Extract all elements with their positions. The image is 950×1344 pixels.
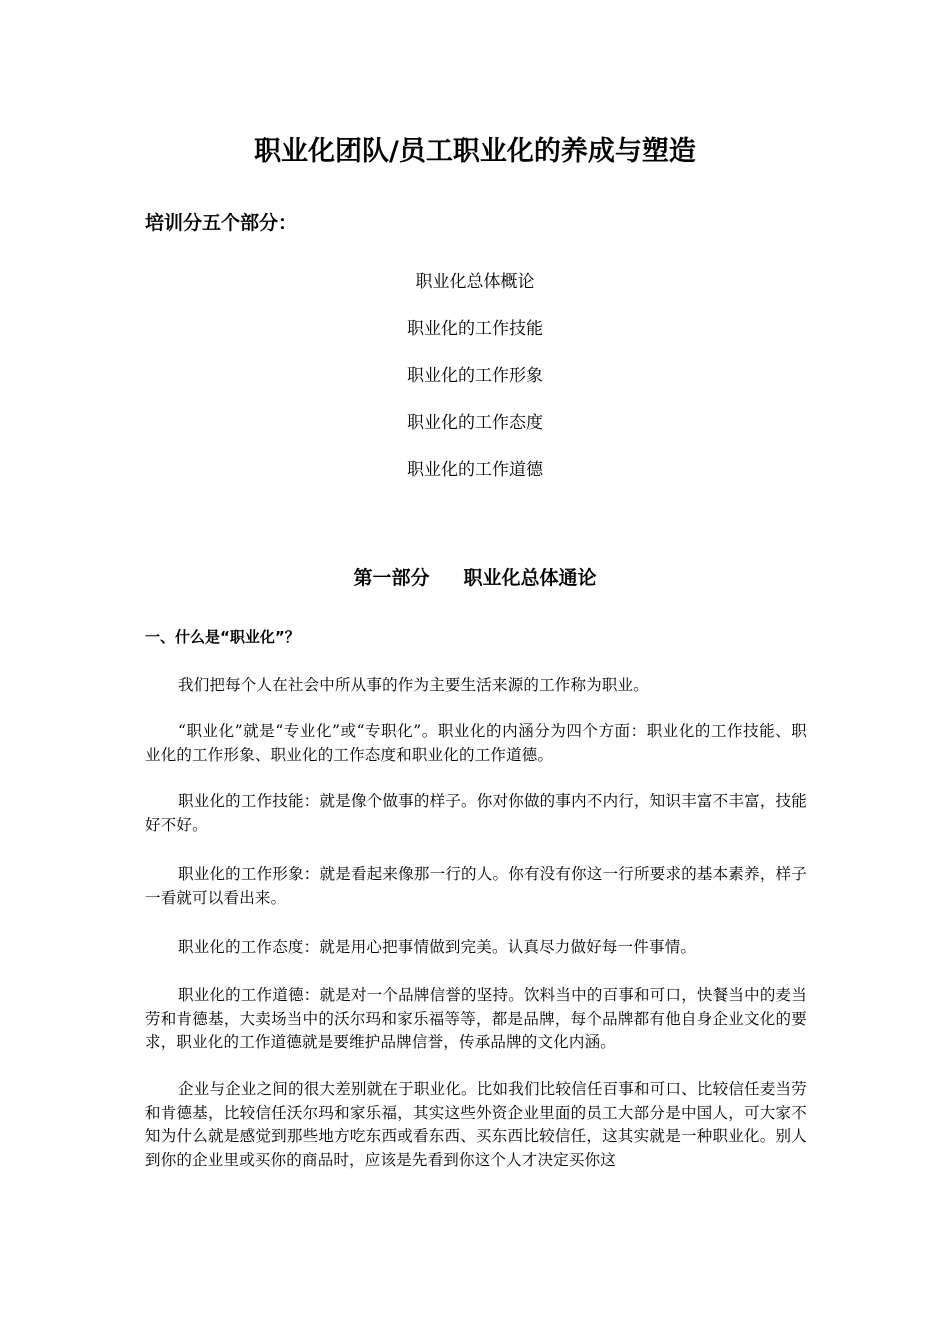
training-part-item: 职业化的工作形象 (407, 366, 543, 386)
section-heading: 一、什么是“职业化”？ (145, 628, 300, 646)
part-title: 职业化总体通论 (463, 567, 597, 589)
part-number: 第一部分 (353, 567, 430, 589)
paragraph: 企业与企业之间的很大差别就在于职业化。比如我们比较信任百事和可口、比较信任麦当劳和肯德基，比较信任沃尔玛和家乐福，其实这些外资企业里面的员工大部分是中国人，可大家不知为什么就是感觉到那些地方吃东西或看东西、买东西比较信任，这其实就是一种职业化。别人到你的企业里或买你的商品时，应该是先看到你这个人才决定买你这 (145, 1080, 807, 1169)
training-parts-list (0, 268, 950, 503)
paragraph: 职业化的工作道德：就是对一个品牌信誉的坚持。饮料当中的百事和可口，快餐当中的麦当劳和肯德基，大卖场当中的沃尔玛和家乐福等等，都是品牌，每个品牌都有他自身企业文化的要求，职业化的工作道德就是要维护品牌信誉，传承品牌的文化内涵。 (145, 986, 807, 1051)
paragraph: 职业化的工作形象：就是看起来像那一行的人。你有没有你这一行所要求的基本素养，样子一看就可以看出来。 (145, 865, 807, 907)
paragraph: “职业化”就是“专业化”或“专职化”。职业化的内涵分为四个方面：职业化的工作技能、职业化的工作形象、职业化的工作态度和职业化的工作道德。 (145, 722, 807, 764)
paragraph: 职业化的工作态度：就是用心把事情做到完美。认真尽力做好每一件事情。 (178, 938, 697, 956)
intro-heading: 培训分五个部分： (145, 212, 298, 234)
part-heading (0, 562, 950, 594)
document-title: 职业化团队/员工职业化的养成与塑造 (254, 136, 696, 167)
training-part-item: 职业化总体概论 (415, 272, 535, 292)
paragraph: 我们把每个人在社会中所从事的作为主要生活来源的工作称为职业。 (178, 676, 650, 694)
training-part-item: 职业化的工作道德 (407, 460, 543, 480)
training-part-item: 职业化的工作态度 (407, 413, 543, 433)
paragraph: 职业化的工作技能：就是像个做事的样子。你对你做的事内不内行，知识丰富不丰富，技能好不好。 (145, 792, 807, 834)
training-part-item: 职业化的工作技能 (407, 319, 543, 339)
